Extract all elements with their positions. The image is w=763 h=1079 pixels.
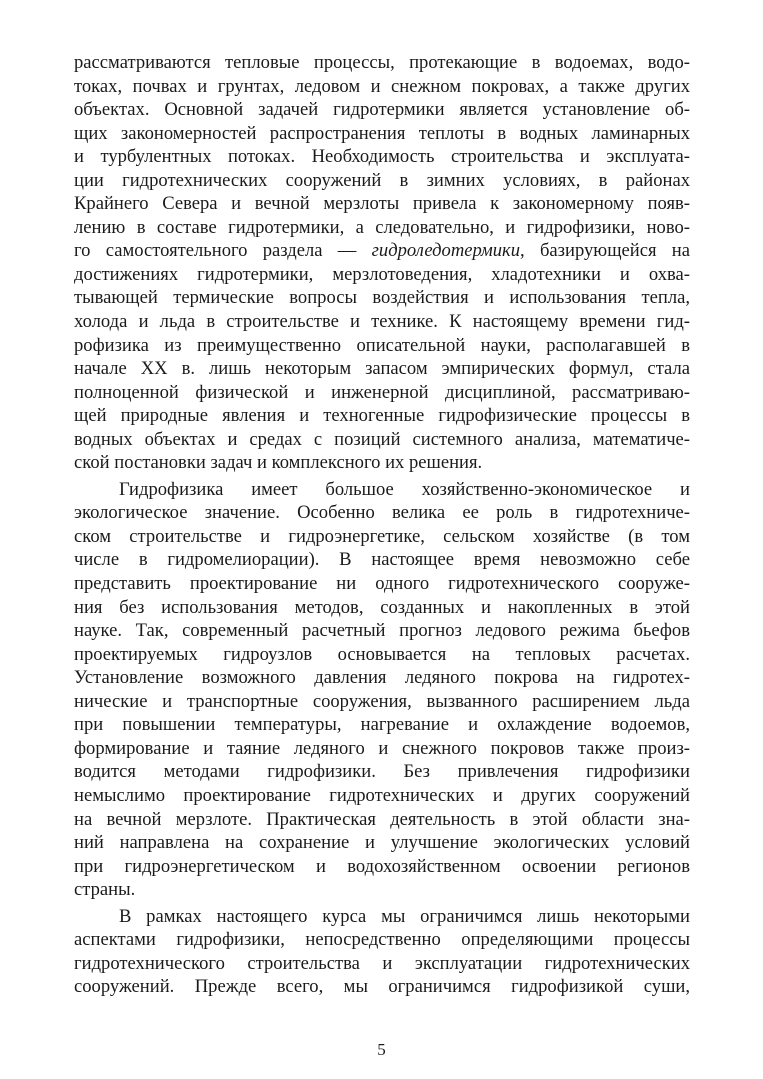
text-segment: объектах. Основной задачей гидротермики является установление об- [74,99,690,121]
text-line [74,666,690,690]
text-segment: В рамках настоящего курса мы ограничимся лишь некоторыми [119,905,690,927]
paragraph [74,905,690,999]
text-line [74,478,690,502]
text-segment: ния без использования методов, созданных и накопленных в этой [74,596,690,618]
text-line [74,643,690,667]
text-line [74,760,690,784]
text-segment: сооружений. Прежде всего, мы ограничимся гидрофизикой суши, [74,976,690,998]
text-segment: аспектами гидрофизики, непосредственно определяющими процессы [74,929,690,951]
text-segment: щих закономерностей распространения теплоты в водных ламинарных [74,122,690,144]
text-line [74,239,690,263]
text-segment: страны. [74,879,136,901]
text-segment: рассматриваются тепловые процессы, протекающие в водоемах, водо- [74,52,690,73]
page-body [74,51,690,999]
text-line [74,169,690,193]
text-segment: немыслимо проектирование гидротехнических и других сооружений [74,784,690,806]
text-line [74,51,690,75]
paragraph [74,51,690,475]
text-segment: науке. Так, современный расчетный прогноз ледового режима бьефов [74,620,690,642]
text-line [74,357,690,381]
text-line [74,784,690,808]
text-segment: токах, почвах и грунтах, ледовом и снежном покровах, а также других [74,75,690,97]
text-segment: нические и транспортные сооружения, вызванного расширением льда [74,690,690,712]
text-line [74,216,690,240]
text-line [74,713,690,737]
text-line [74,451,690,475]
text-segment: при гидроэнергетическом и водохозяйственном освоении регионов [74,855,690,877]
text-segment: достижениях гидротермики, мерзлотоведения, хладотехники и охва- [74,263,690,285]
text-line [74,831,690,855]
text-segment: Гидрофизика имеет большое хозяйственно-экономическое и [119,478,690,500]
text-line [74,596,690,620]
text-segment: представить проектирование ни одного гидротехнического сооруже- [74,573,690,595]
text-line [74,122,690,146]
text-line [74,975,690,999]
text-segment: ской постановки задач и комплексного их решения. [74,452,483,474]
text-segment: при повышении температуры, нагревание и охлаждение водоемов, [74,714,690,736]
text-segment: ний направлена на сохранение и улучшение экологических условий [74,832,690,854]
italic-term: гидроледотермики [371,240,521,262]
text-line [74,619,690,643]
text-segment: Крайнего Севера и вечной мерзлоты привела к закономерному появ- [74,193,690,215]
text-line [74,334,690,358]
text-line [74,548,690,572]
text-segment: щей природные явления и техногенные гидрофизические процессы в [74,405,690,427]
text-segment: рофизика из преимущественно описательной науки, располагавшей в [74,334,690,356]
text-line [74,75,690,99]
text-line [74,98,690,122]
text-segment: экологическое значение. Особенно велика ее роль в гидротехниче- [74,502,690,524]
text-segment: водных объектах и средах с позиций системного анализа, математиче- [74,428,690,450]
text-segment: Установление возможного давления ледяного покрова на гидротех- [74,667,690,689]
text-segment: холода и льда в строительстве и технике. К настоящему времени гид- [74,311,690,333]
text-segment: го самостоятельного раздела — [74,240,372,262]
text-line [74,808,690,832]
page-number: 5 [377,1040,386,1059]
text-line [74,428,690,452]
text-segment: ции гидротехнических сооружений в зимних условиях, в районах [74,169,690,191]
text-line [74,381,690,405]
text-line [74,855,690,879]
text-line [74,690,690,714]
text-segment: , базирующейся на [520,240,690,262]
text-line [74,310,690,334]
text-line [74,192,690,216]
text-segment: и турбулентных потоках. Необходимость строительства и эксплуата- [74,146,690,168]
text-segment: тывающей термические вопросы воздействия и использования тепла, [74,287,690,309]
text-line [74,404,690,428]
text-segment: полноценной физической и инженерной дисциплиной, рассматриваю- [74,381,690,403]
text-line [74,525,690,549]
text-segment: лению в составе гидротермики, а следовательно, и гидрофизики, ново- [74,216,690,238]
text-segment: формирование и таяние ледяного и снежного покровов также произ- [74,737,690,759]
text-line [74,286,690,310]
text-line [74,928,690,952]
text-line [74,501,690,525]
text-line [74,952,690,976]
text-segment: гидротехнического строительства и эксплуатации гидротехнических [74,952,690,974]
text-line [74,145,690,169]
text-line [74,905,690,929]
text-segment: ском строительстве и гидроэнергетике, сельском хозяйстве (в том [74,525,690,547]
text-line [74,878,690,902]
text-line [74,572,690,596]
text-line [74,263,690,287]
text-segment: числе в гидромелиорации). В настоящее время невозможно себе [74,549,690,571]
paragraph [74,478,690,902]
text-line [74,737,690,761]
text-segment: на вечной мерзлоте. Практическая деятельность в этой области зна- [74,808,690,830]
text-segment: водится методами гидрофизики. Без привлечения гидрофизики [74,761,690,783]
text-segment: проектируемых гидроузлов основывается на тепловых расчетах. [74,643,690,665]
text-segment: начале XX в. лишь некоторым запасом эмпирических формул, стала [74,358,690,380]
